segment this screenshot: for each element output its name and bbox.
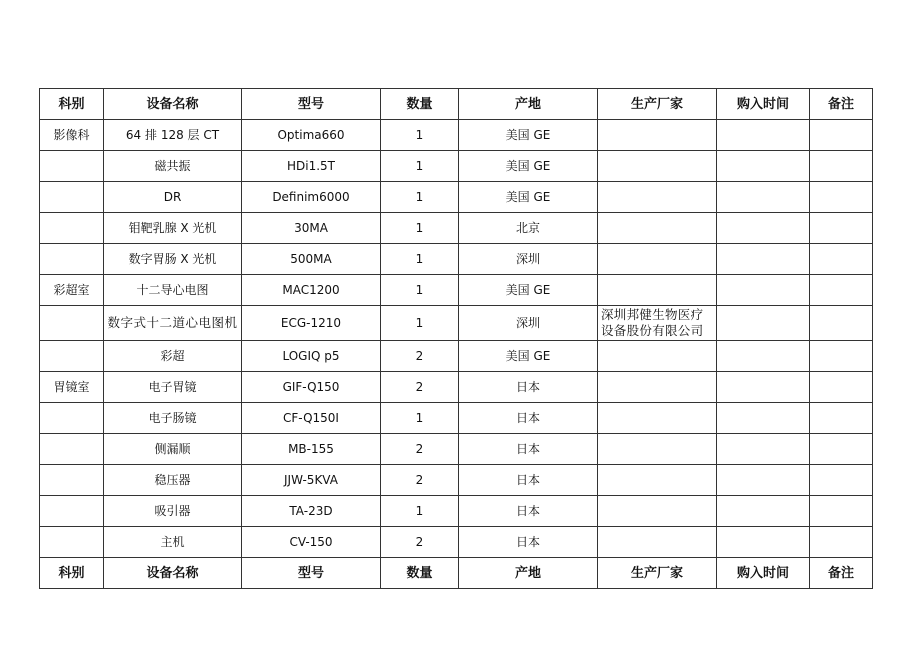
cell-manufacturer bbox=[598, 151, 717, 182]
cell-purchase-date bbox=[717, 434, 810, 465]
cell-manufacturer bbox=[598, 496, 717, 527]
table-row bbox=[40, 306, 873, 341]
footer-qty: 数量 bbox=[381, 558, 459, 589]
cell-dept bbox=[40, 341, 104, 372]
cell-dept bbox=[40, 434, 104, 465]
footer-name: 设备名称 bbox=[104, 558, 242, 589]
cell-dept: 彩超室 bbox=[40, 275, 104, 306]
cell-manufacturer bbox=[598, 527, 717, 558]
table-row bbox=[40, 151, 873, 182]
cell-name: 64 排 128 层 CT bbox=[104, 120, 242, 151]
table-row bbox=[40, 275, 873, 306]
cell-dept bbox=[40, 496, 104, 527]
cell-purchase-date bbox=[717, 372, 810, 403]
header-manufacturer: 生产厂家 bbox=[598, 89, 717, 120]
equipment-table bbox=[39, 88, 873, 589]
cell-purchase-date bbox=[717, 403, 810, 434]
cell-manufacturer bbox=[598, 182, 717, 213]
cell-dept: 影像科 bbox=[40, 120, 104, 151]
cell-origin: 美国 GE bbox=[459, 151, 598, 182]
cell-model: MAC1200 bbox=[242, 275, 381, 306]
cell-origin: 日本 bbox=[459, 372, 598, 403]
header-purchase-date: 购入时间 bbox=[717, 89, 810, 120]
cell-purchase-date bbox=[717, 341, 810, 372]
cell-model: MB-155 bbox=[242, 434, 381, 465]
cell-dept bbox=[40, 151, 104, 182]
footer-note: 备注 bbox=[810, 558, 873, 589]
cell-name: 电子胃镜 bbox=[104, 372, 242, 403]
cell-note bbox=[810, 275, 873, 306]
footer-origin: 产地 bbox=[459, 558, 598, 589]
cell-purchase-date bbox=[717, 275, 810, 306]
cell-qty: 2 bbox=[381, 372, 459, 403]
header-note: 备注 bbox=[810, 89, 873, 120]
cell-origin: 日本 bbox=[459, 465, 598, 496]
cell-model: CV-150 bbox=[242, 527, 381, 558]
cell-qty: 1 bbox=[381, 182, 459, 213]
cell-origin: 北京 bbox=[459, 213, 598, 244]
cell-model: TA-23D bbox=[242, 496, 381, 527]
table-row bbox=[40, 244, 873, 275]
cell-manufacturer bbox=[598, 372, 717, 403]
cell-name: 主机 bbox=[104, 527, 242, 558]
table-row bbox=[40, 434, 873, 465]
cell-dept bbox=[40, 465, 104, 496]
footer-purchase-date: 购入时间 bbox=[717, 558, 810, 589]
table-row bbox=[40, 120, 873, 151]
table-row bbox=[40, 341, 873, 372]
header-row bbox=[40, 89, 873, 120]
cell-name: 十二导心电图 bbox=[104, 275, 242, 306]
cell-purchase-date bbox=[717, 527, 810, 558]
cell-qty: 1 bbox=[381, 275, 459, 306]
cell-dept bbox=[40, 244, 104, 275]
table-row bbox=[40, 403, 873, 434]
cell-manufacturer bbox=[598, 434, 717, 465]
cell-qty: 1 bbox=[381, 496, 459, 527]
cell-origin: 美国 GE bbox=[459, 182, 598, 213]
header-origin: 产地 bbox=[459, 89, 598, 120]
cell-dept bbox=[40, 213, 104, 244]
header-name: 设备名称 bbox=[104, 89, 242, 120]
header-model: 型号 bbox=[242, 89, 381, 120]
cell-purchase-date bbox=[717, 182, 810, 213]
cell-dept: 胃镜室 bbox=[40, 372, 104, 403]
cell-purchase-date bbox=[717, 496, 810, 527]
footer-dept: 科别 bbox=[40, 558, 104, 589]
table-row bbox=[40, 182, 873, 213]
cell-manufacturer bbox=[598, 403, 717, 434]
cell-qty: 1 bbox=[381, 306, 459, 341]
cell-model: Definim6000 bbox=[242, 182, 381, 213]
footer-model: 型号 bbox=[242, 558, 381, 589]
cell-name: 磁共振 bbox=[104, 151, 242, 182]
cell-qty: 1 bbox=[381, 244, 459, 275]
cell-note bbox=[810, 434, 873, 465]
cell-origin: 深圳 bbox=[459, 244, 598, 275]
cell-manufacturer bbox=[598, 244, 717, 275]
table-row bbox=[40, 465, 873, 496]
cell-model: GIF-Q150 bbox=[242, 372, 381, 403]
cell-purchase-date bbox=[717, 151, 810, 182]
table-row bbox=[40, 372, 873, 403]
cell-manufacturer bbox=[598, 341, 717, 372]
cell-note bbox=[810, 182, 873, 213]
cell-note bbox=[810, 151, 873, 182]
cell-purchase-date bbox=[717, 465, 810, 496]
cell-name: 稳压器 bbox=[104, 465, 242, 496]
cell-model: 30MA bbox=[242, 213, 381, 244]
cell-dept bbox=[40, 403, 104, 434]
table-row bbox=[40, 527, 873, 558]
cell-note bbox=[810, 341, 873, 372]
cell-model: HDi1.5T bbox=[242, 151, 381, 182]
cell-qty: 1 bbox=[381, 120, 459, 151]
cell-name: 数字胃肠 X 光机 bbox=[104, 244, 242, 275]
cell-model: ECG-1210 bbox=[242, 306, 381, 341]
cell-model: 500MA bbox=[242, 244, 381, 275]
cell-purchase-date bbox=[717, 244, 810, 275]
cell-qty: 1 bbox=[381, 213, 459, 244]
footer-header-row bbox=[40, 558, 873, 589]
cell-qty: 2 bbox=[381, 465, 459, 496]
cell-origin: 美国 GE bbox=[459, 275, 598, 306]
cell-model: LOGIQ p5 bbox=[242, 341, 381, 372]
cell-model: JJW-5KVA bbox=[242, 465, 381, 496]
table-row bbox=[40, 496, 873, 527]
cell-name: DR bbox=[104, 182, 242, 213]
cell-qty: 1 bbox=[381, 151, 459, 182]
cell-name: 吸引器 bbox=[104, 496, 242, 527]
cell-note bbox=[810, 120, 873, 151]
cell-origin: 美国 GE bbox=[459, 120, 598, 151]
cell-name: 数字式十二道心电图机 bbox=[104, 306, 242, 341]
cell-purchase-date bbox=[717, 213, 810, 244]
cell-note bbox=[810, 496, 873, 527]
cell-manufacturer bbox=[598, 465, 717, 496]
cell-note bbox=[810, 244, 873, 275]
cell-dept bbox=[40, 306, 104, 341]
cell-manufacturer: 深圳邦健生物医疗设备股份有限公司 bbox=[598, 306, 717, 341]
cell-model: Optima660 bbox=[242, 120, 381, 151]
cell-origin: 深圳 bbox=[459, 306, 598, 341]
footer-manufacturer: 生产厂家 bbox=[598, 558, 717, 589]
header-qty: 数量 bbox=[381, 89, 459, 120]
cell-origin: 日本 bbox=[459, 434, 598, 465]
cell-manufacturer bbox=[598, 213, 717, 244]
table-row bbox=[40, 213, 873, 244]
cell-name: 电子肠镜 bbox=[104, 403, 242, 434]
cell-note bbox=[810, 213, 873, 244]
cell-note bbox=[810, 306, 873, 341]
cell-manufacturer bbox=[598, 120, 717, 151]
cell-qty: 1 bbox=[381, 403, 459, 434]
cell-qty: 2 bbox=[381, 434, 459, 465]
cell-model: CF-Q150I bbox=[242, 403, 381, 434]
cell-origin: 日本 bbox=[459, 403, 598, 434]
cell-note bbox=[810, 465, 873, 496]
cell-origin: 美国 GE bbox=[459, 341, 598, 372]
cell-name: 彩超 bbox=[104, 341, 242, 372]
cell-note bbox=[810, 527, 873, 558]
cell-purchase-date bbox=[717, 306, 810, 341]
cell-name: 钼靶乳腺 X 光机 bbox=[104, 213, 242, 244]
cell-note bbox=[810, 372, 873, 403]
cell-qty: 2 bbox=[381, 527, 459, 558]
cell-note bbox=[810, 403, 873, 434]
cell-dept bbox=[40, 527, 104, 558]
cell-purchase-date bbox=[717, 120, 810, 151]
cell-qty: 2 bbox=[381, 341, 459, 372]
cell-origin: 日本 bbox=[459, 527, 598, 558]
cell-dept bbox=[40, 182, 104, 213]
cell-name: 侧漏顺 bbox=[104, 434, 242, 465]
cell-origin: 日本 bbox=[459, 496, 598, 527]
cell-manufacturer bbox=[598, 275, 717, 306]
header-dept: 科别 bbox=[40, 89, 104, 120]
